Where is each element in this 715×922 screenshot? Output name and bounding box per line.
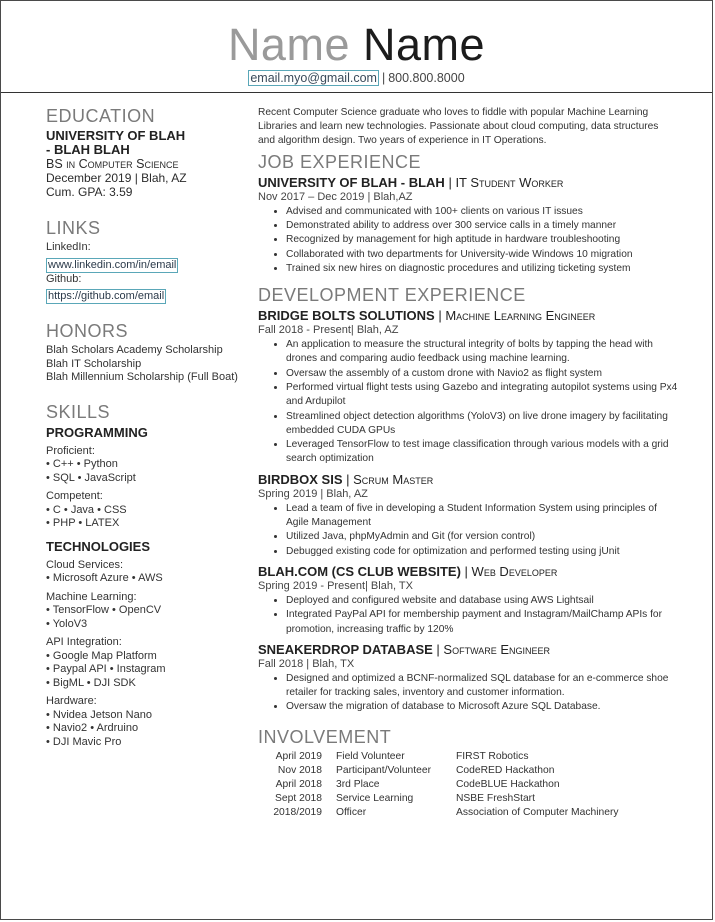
resume-header bbox=[1, 1, 712, 93]
skills-section bbox=[46, 402, 246, 750]
skill-line: • C • Java • CSS bbox=[46, 503, 127, 516]
job-role: IT Student Worker bbox=[455, 174, 564, 190]
section-title: EDUCATION bbox=[46, 106, 156, 126]
job-bullet: • Performed virtual flight tests using Gazebo and integrating autopilot systems using Px4 and Ardupilot bbox=[286, 381, 678, 410]
job-experience-section bbox=[258, 152, 678, 276]
job-bullet: • Streamlined object detection algorithms (YoloV3) on live drone imagery by facilitating embedded CUDA GPUs bbox=[286, 410, 678, 439]
job-bullet: • Utilized Java, phpMyAdmin and Git (for version control) bbox=[286, 530, 678, 544]
involvement-row bbox=[258, 792, 678, 806]
job-date: Spring 2019 | Blah, AZ bbox=[258, 487, 368, 500]
involvement-org: Association of Computer Machinery bbox=[456, 806, 619, 818]
job-bullet: • Designed and optimized a BCNF-normalized SQL database for an e-commerce shoe retailer for tracking sales, inventory and customer information. bbox=[286, 672, 678, 701]
skill-line: • TensorFlow • OpenCV bbox=[46, 604, 162, 616]
honor-item: Blah Scholars Academy Scholarship bbox=[46, 344, 223, 356]
involvement-role: Field Volunteer bbox=[336, 750, 405, 762]
honor-item: Blah IT Scholarship bbox=[46, 357, 142, 370]
job-heading: BRIDGE BOLTS SOLUTIONS | Machine Learning Engineer bbox=[258, 308, 596, 324]
job-role: Web Developer bbox=[471, 563, 558, 579]
skill-line: • DJI Mavic Pro bbox=[46, 735, 122, 748]
github-link[interactable]: https://github.com/email bbox=[48, 290, 165, 302]
contact-line bbox=[1, 71, 712, 85]
job-role: Machine Learning Engineer bbox=[445, 308, 596, 324]
left-column bbox=[46, 106, 246, 749]
job-bullet: • Demonstrated ability to address over 300 service calls in a timely manner bbox=[286, 219, 678, 233]
job-bullets bbox=[258, 594, 678, 637]
involvement-org: FIRST Robotics bbox=[456, 750, 529, 762]
school-name: UNIVERSITY OF BLAH bbox=[46, 128, 186, 143]
summary: Recent Computer Science graduate who loves to fiddle with popular Machine Learning Libraries and learn new technologies. Passionate about cloud computing, data structures and algorithm design. Two years of experience in IT Operations. bbox=[258, 107, 659, 147]
programming-title: PROGRAMMING bbox=[46, 424, 148, 440]
involvement-row bbox=[258, 778, 678, 792]
degree: BS in Computer Science bbox=[46, 157, 179, 171]
job-org: SNEAKERDROP DATABASE bbox=[258, 641, 433, 657]
involvement-row bbox=[258, 750, 678, 764]
skill-line: • Google Map Platform bbox=[46, 649, 157, 662]
dev-experience-section bbox=[258, 285, 678, 715]
job-date: Nov 2017 – Dec 2019 | Blah,AZ bbox=[258, 190, 413, 203]
job-bullet: • Debugged existing code for optimization and performed testing using jUnit bbox=[286, 545, 678, 559]
job-bullets bbox=[258, 672, 678, 715]
involvement-org: CodeRED Hackathon bbox=[456, 764, 555, 776]
involvement-org: NSBE FreshStart bbox=[456, 792, 535, 804]
involvement-role: Service Learning bbox=[336, 792, 414, 804]
education-section bbox=[46, 106, 246, 199]
job-bullet: • Oversaw the assembly of a custom drone with Navio2 as flight system bbox=[286, 367, 678, 381]
job-heading: UNIVERSITY OF BLAH - BLAH | IT Student Worker bbox=[258, 174, 564, 190]
job-bullet: • Advised and communicated with 100+ clients on various IT issues bbox=[286, 205, 678, 219]
applicant-name bbox=[1, 1, 712, 69]
involvement-role: Participant/Volunteer bbox=[336, 764, 432, 776]
contact-separator: | bbox=[381, 71, 386, 85]
skill-line: • YoloV3 bbox=[46, 617, 88, 630]
linkedin-label: LinkedIn: bbox=[46, 241, 91, 253]
job-org: BRIDGE BOLTS SOLUTIONS bbox=[258, 308, 435, 324]
skill-line: • SQL • JavaScript bbox=[46, 471, 136, 484]
links-section bbox=[46, 218, 246, 304]
technologies-title: TECHNOLOGIES bbox=[46, 538, 151, 554]
skill-line: • PHP • LATEX bbox=[46, 517, 120, 529]
involvement-org: CodeBLUE Hackathon bbox=[456, 778, 560, 790]
job-date: Fall 2018 | Blah, TX bbox=[258, 657, 355, 670]
last-name: Name bbox=[363, 19, 486, 70]
job-bullets bbox=[258, 502, 678, 559]
involvement-section bbox=[258, 727, 678, 820]
school-name-line2: - BLAH BLAH bbox=[46, 142, 130, 157]
job-bullet: • Lead a team of five in developing a Student Information System using principles of Agile Management bbox=[286, 502, 678, 531]
honors-section bbox=[46, 321, 246, 385]
gpa: Cum. GPA: 3.59 bbox=[46, 185, 133, 199]
involvement-role: 3rd Place bbox=[336, 778, 380, 790]
job-bullet: • Trained six new hires on diagnostic procedures and utilizing ticketing system bbox=[286, 262, 678, 276]
job-bullet: • Deployed and configured website and database using AWS Lightsail bbox=[286, 594, 678, 608]
tech-group-label: Cloud Services: bbox=[46, 558, 124, 571]
job-role: Software Engineer bbox=[443, 641, 551, 657]
job-bullet: • An application to measure the structural integrity of bolts by tapping the head with drones and comparing audio feedback using machine learning. bbox=[286, 338, 678, 367]
involvement-date: April 2018 bbox=[275, 778, 322, 790]
job-bullet: • Oversaw the migration of database to Microsoft Azure SQL Database. bbox=[286, 700, 678, 714]
job-bullets bbox=[258, 338, 678, 467]
section-title: INVOLVEMENT bbox=[258, 726, 392, 747]
first-name: Name bbox=[227, 19, 350, 70]
job-role: Scrum Master bbox=[353, 471, 434, 487]
competent-label: Competent: bbox=[46, 490, 103, 502]
honor-item: Blah Millennium Scholarship (Full Boat) bbox=[46, 371, 238, 383]
education-date: December 2019 | Blah, AZ bbox=[46, 171, 187, 185]
job-bullet: • Integrated PayPal API for membership payment and Instagram/MailChamp APIs for promotion, increasing traffic by 120% bbox=[286, 608, 678, 637]
job-bullet: • Leveraged TensorFlow to test image classification through various models with a grid search optimization bbox=[286, 438, 678, 467]
involvement-date: Nov 2018 bbox=[277, 764, 322, 776]
involvement-row bbox=[258, 806, 678, 820]
job-org: UNIVERSITY OF BLAH - BLAH bbox=[258, 174, 445, 190]
skill-line: • Microsoft Azure • AWS bbox=[46, 572, 163, 584]
section-title: DEVELOPMENT EXPERIENCE bbox=[258, 285, 526, 306]
job-date: Fall 2018 - Present| Blah, AZ bbox=[258, 324, 399, 337]
github-label: Github: bbox=[46, 272, 82, 285]
section-title: SKILLS bbox=[46, 401, 111, 422]
involvement-date: Sept 2018 bbox=[275, 792, 322, 804]
skill-line: • Nvidea Jetson Nano bbox=[46, 708, 152, 721]
involvement-date: April 2019 bbox=[275, 750, 322, 762]
section-title: LINKS bbox=[46, 218, 101, 238]
skill-line: • C++ • Python bbox=[46, 458, 118, 470]
skill-line: • Navio2 • Ardruino bbox=[46, 722, 139, 734]
involvement-date: 2018/2019 bbox=[273, 806, 322, 818]
phone-number: 800.800.8000 bbox=[388, 71, 465, 85]
proficient-label: Proficient: bbox=[46, 444, 95, 457]
job-heading: BIRDBOX SIS | Scrum Master bbox=[258, 471, 434, 487]
skill-line: • BigML • DJI SDK bbox=[46, 676, 136, 689]
job-bullets bbox=[258, 205, 678, 276]
job-heading: BLAH.COM (CS CLUB WEBSITE) | Web Developer bbox=[258, 563, 558, 579]
involvement-role: Officer bbox=[336, 806, 367, 818]
tech-group-label: Hardware: bbox=[46, 695, 97, 707]
tech-group-label: API Integration: bbox=[46, 636, 122, 648]
involvement-row bbox=[258, 764, 678, 778]
skill-line: • Paypal API • Instagram bbox=[46, 663, 166, 675]
section-title: JOB EXPERIENCE bbox=[258, 151, 422, 172]
section-title: HONORS bbox=[46, 321, 129, 341]
email-link[interactable]: email.myo@gmail.com bbox=[250, 71, 377, 85]
tech-group-label: Machine Learning: bbox=[46, 590, 137, 603]
right-column bbox=[258, 106, 678, 820]
job-date: Spring 2019 - Present| Blah, TX bbox=[258, 579, 413, 592]
job-org: BIRDBOX SIS bbox=[258, 471, 343, 487]
job-bullet: • Recognized by management for high aptitude in hardware troubleshooting bbox=[286, 233, 678, 247]
job-org: BLAH.COM (CS CLUB WEBSITE) bbox=[258, 563, 461, 579]
job-heading: SNEAKERDROP DATABASE | Software Engineer bbox=[258, 641, 551, 657]
linkedin-link[interactable]: www.linkedin.com/in/email bbox=[48, 258, 177, 271]
job-bullet: • Collaborated with two departments for University-wide Windows 10 migration bbox=[286, 248, 678, 262]
